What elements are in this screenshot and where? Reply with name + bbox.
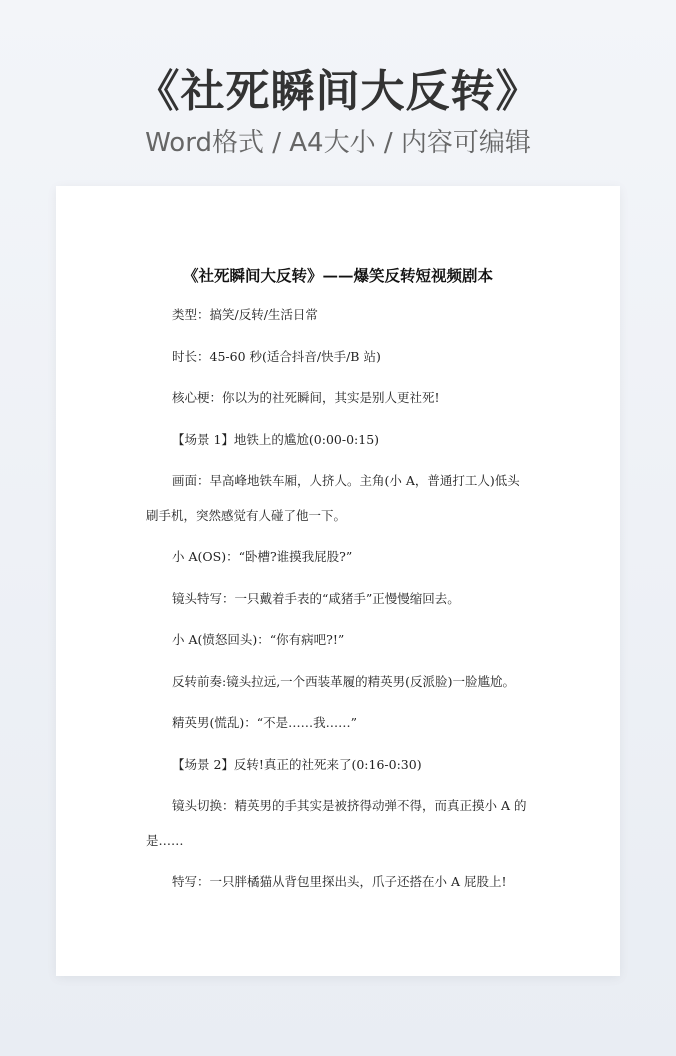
document-body bbox=[146, 298, 532, 907]
header bbox=[0, 62, 676, 160]
paragraph-duration: 时长：45-60 秒(适合抖音/快手/B 站) bbox=[172, 348, 381, 364]
document-title: 《社死瞬间大反转》——爆笑反转短视频剧本 bbox=[182, 266, 493, 285]
header-title: 《社死瞬间大反转》 bbox=[135, 66, 541, 117]
scene-1-heading: 【场景 1】地铁上的尴尬(0:00-0:15) bbox=[172, 431, 380, 447]
paragraph-twist-prelude: 反转前奏:镜头拉远,一个西装革履的精英男(反派脸)一脸尴尬。 bbox=[172, 673, 515, 689]
paragraph-closeup: 镜头特写：一只戴着手表的“咸猪手”正慢慢缩回去。 bbox=[172, 590, 460, 606]
paragraph-scene-1-visual: 画面：早高峰地铁车厢，人挤人。主角(小 A，普通打工人)低头刷手机，突然感觉有人碰了他一下。 bbox=[146, 473, 520, 523]
header-subtitle: Word格式 / A4大小 / 内容可编辑 bbox=[145, 128, 531, 158]
document-page bbox=[56, 186, 620, 976]
paragraph-os-line: 小 A(OS)：“卧槽?谁摸我屁股?” bbox=[172, 549, 353, 564]
paragraph-core-gag: 核心梗：你以为的社死瞬间，其实是别人更社死! bbox=[172, 390, 440, 405]
paragraph-elite-line: 精英男(慌乱)：“不是……我……” bbox=[172, 715, 358, 730]
paragraph-cat-closeup: 特写：一只胖橘猫从背包里探出头，爪子还搭在小 A 屁股上! bbox=[172, 874, 507, 889]
scene-2-heading: 【场景 2】反转!真正的社死来了(0:16-0:30) bbox=[172, 756, 422, 772]
paragraph-angry-line: 小 A(愤怒回头)：“你有病吧?!” bbox=[172, 632, 345, 647]
paragraph-camera-switch: 镜头切换：精英男的手其实是被挤得动弹不得，而真正摸小 A 的是…… bbox=[146, 798, 527, 848]
paragraph-genre: 类型：搞笑/反转/生活日常 bbox=[172, 307, 318, 322]
